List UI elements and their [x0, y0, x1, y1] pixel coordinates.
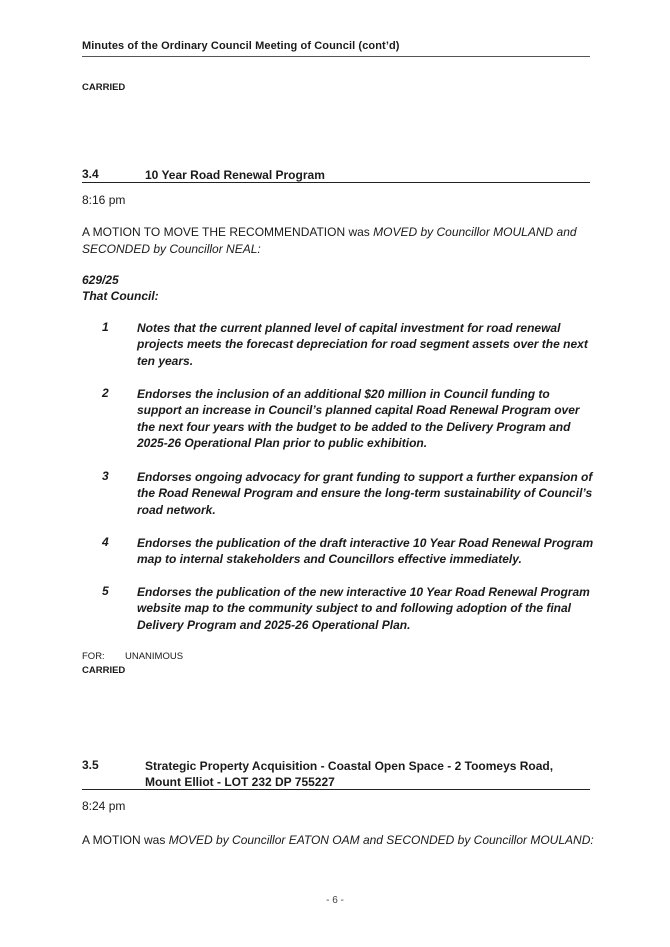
motion-seconded: SECONDED by Councillor NEAL:: [82, 242, 261, 256]
resolution-item: Endorses the inclusion of an additional $20 million in Council funding to support an increase in Council’s planned capital Road Renewal Program over the next four years with the budget to be added to the Delivery Program and 2025-26 Operational Plan prior to public exhibition.: [137, 387, 580, 451]
resolution-item: Endorses the publication of the new interactive 10 Year Road Renewal Program website map to the community subject to and following adoption of the final Delivery Program and 2025-26 Operational Plan.: [137, 585, 590, 632]
resolution-intro: That Council:: [82, 289, 159, 303]
section-number: 3.5: [82, 758, 99, 772]
carried-label: CARRIED: [82, 82, 126, 93]
section-title: [145, 758, 553, 790]
page-number: - 6 -: [326, 895, 344, 906]
meeting-time: 8:16 pm: [82, 193, 126, 207]
section-heading: [82, 758, 590, 790]
carried-label: CARRIED: [82, 665, 126, 676]
resolution-number: 629/25: [82, 273, 119, 287]
item-number: 2: [102, 386, 109, 400]
header-title: Minutes of the Ordinary Council Meeting of Council (cont’d): [82, 40, 400, 52]
section-title: 10 Year Road Renewal Program: [145, 168, 325, 182]
motion-prefix: A MOTION TO MOVE THE RECOMMENDATION was: [82, 225, 374, 239]
resolution-item: Endorses the publication of the draft interactive 10 Year Road Renewal Program map to internal stakeholders and Councillors effective immediately.: [137, 536, 594, 567]
motion-moved: MOVED by Councillor MOULAND and: [373, 225, 577, 239]
item-number: 3: [102, 469, 109, 483]
section-title-line1: Strategic Property Acquisition - Coastal Open Space - 2 Toomeys Road,: [145, 759, 554, 773]
item-number: 5: [102, 584, 109, 598]
resolution-item: Notes that the current planned level of capital investment for road renewal projects meets the forecast depreciation for road segment assets over the next ten years.: [137, 321, 588, 368]
vote-result: UNANIMOUS: [125, 651, 184, 662]
item-number: 4: [102, 535, 109, 549]
motion-statement: [82, 224, 592, 258]
motion-moved-seconded: MOVED by Councillor EATON OAM and SECONDED by Councillor MOULAND:: [168, 833, 594, 847]
section-heading: [82, 167, 590, 183]
motion-statement: [82, 832, 602, 849]
section-number: 3.4: [82, 167, 99, 181]
section-title-line2: Mount Elliot - LOT 232 DP 755227: [145, 775, 335, 789]
resolution-item: Endorses ongoing advocacy for grant funding to support a further expansion of the Road Renewal Program and ensure the long-term sustainability of Council’s road network.: [137, 470, 593, 517]
motion-prefix: A MOTION was: [82, 833, 169, 847]
vote-label: FOR:: [82, 651, 105, 662]
running-header: [82, 40, 590, 57]
item-number: 1: [102, 320, 109, 334]
meeting-time: 8:24 pm: [82, 799, 126, 813]
